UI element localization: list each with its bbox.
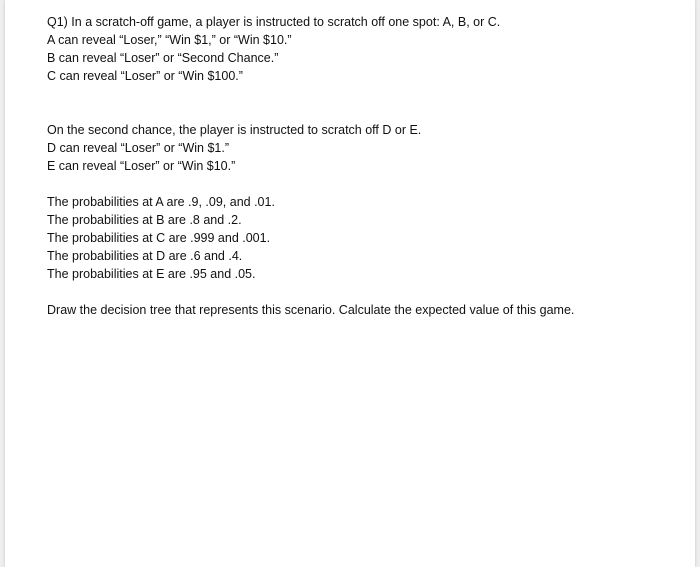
probability-line: The probabilities at E are .95 and .05. <box>47 267 256 281</box>
second-chance-line: E can reveal “Loser” or “Win $10.” <box>47 159 236 173</box>
intro-line: A can reveal “Loser,” “Win $1,” or “Win $10.” <box>47 33 292 47</box>
document-page <box>5 0 695 567</box>
probability-line: The probabilities at B are .8 and .2. <box>47 213 242 227</box>
probability-line: The probabilities at D are .6 and .4. <box>47 249 243 263</box>
task-paragraph <box>47 301 667 319</box>
second-chance-line: On the second chance, the player is instructed to scratch off D or E. <box>47 123 422 137</box>
question-content <box>47 13 667 319</box>
second-chance-line: D can reveal “Loser” or “Win $1.” <box>47 141 230 155</box>
probability-line: The probabilities at A are .9, .09, and .01. <box>47 195 275 209</box>
intro-paragraph <box>47 13 667 85</box>
intro-line: B can reveal “Loser” or “Second Chance.” <box>47 51 279 65</box>
intro-line: Q1) In a scratch-off game, a player is instructed to scratch off one spot: A, B, or C. <box>47 15 501 29</box>
second-chance-paragraph <box>47 121 667 175</box>
probabilities-paragraph <box>47 193 667 283</box>
task-line: Draw the decision tree that represents this scenario. Calculate the expected value of this game. <box>47 303 575 317</box>
probability-line: The probabilities at C are .999 and .001. <box>47 231 271 245</box>
intro-line: C can reveal “Loser” or “Win $100.” <box>47 69 243 83</box>
